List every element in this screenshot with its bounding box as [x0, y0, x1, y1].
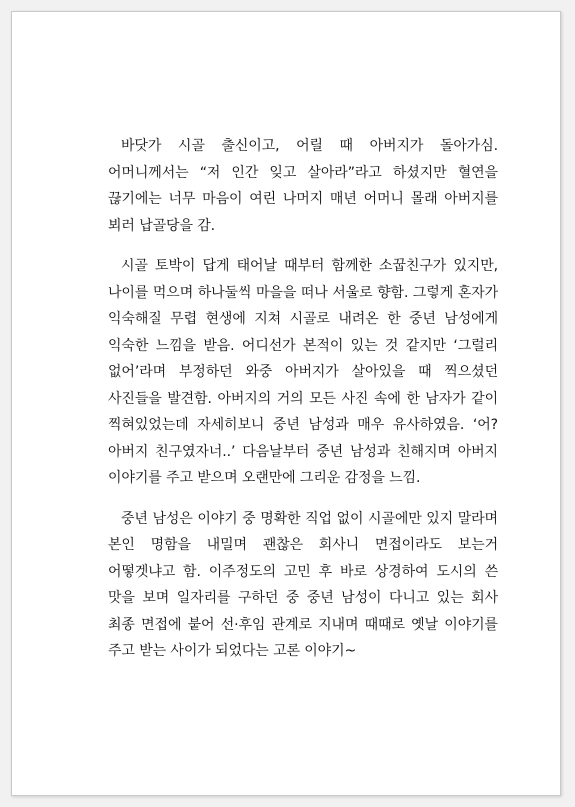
document-body [108, 133, 498, 679]
paragraph-2: 시골 토박이 답게 태어날 때부터 함께한 소꿉친구가 있지만, 나이를 먹으며 하나둘씩 마을을 떠나 서울로 향함. 그렇게 혼자가 익숙해질 무렵 현생에 지쳐 시골로 내려온 한 중년 남성에게 익숙한 느낌을 받음. 어디선가 본적이 있는 것 같지만 ‘그럴리 없어’라며 부정하던 와중 아버지가 살아있을 때 찍으셨던 사진들을 발견함. 아버지의 거의 모든 사진 속에 한 남자가 같이 찍혀있었는데 자세히보니 중년 남성과 매우 유사하였음. ‘어? 아버지 친구였자너..’ 다음날부터 중년 남성과 친해지며 아버지 이야기를 주고 받으며 오랜만에 그리운 감정을 느낌. [108, 258, 498, 486]
paragraph-1: 바닷가 시골 출신이고, 어릴 때 아버지가 돌아가심. 어머니께서는 “저 인간 잊고 살아라”라고 하셨지만 혈연을 끊기에는 너무 마음이 여린 나머지 매년 어머니 몰래 아버지를 뵈러 납골당을 감. [108, 138, 498, 234]
document-page [11, 11, 561, 796]
paragraph-3: 중년 남성은 이야기 중 명확한 직업 없이 시골에만 있지 말라며 본인 명함을 내밀며 괜찮은 회사니 면접이라도 보는거 어떻겟냐고 함. 이주정도의 고민 후 바로 상경하여 도시의 쓴 맛을 보며 일자리를 구하던 중 중년 남성이 다니고 있는 회사 최종 면접에 붙어 선·후임 관계로 지내며 때때로 옛날 이야기를 주고 받는 사이가 되었다는 고론 이야기~ [108, 510, 498, 659]
